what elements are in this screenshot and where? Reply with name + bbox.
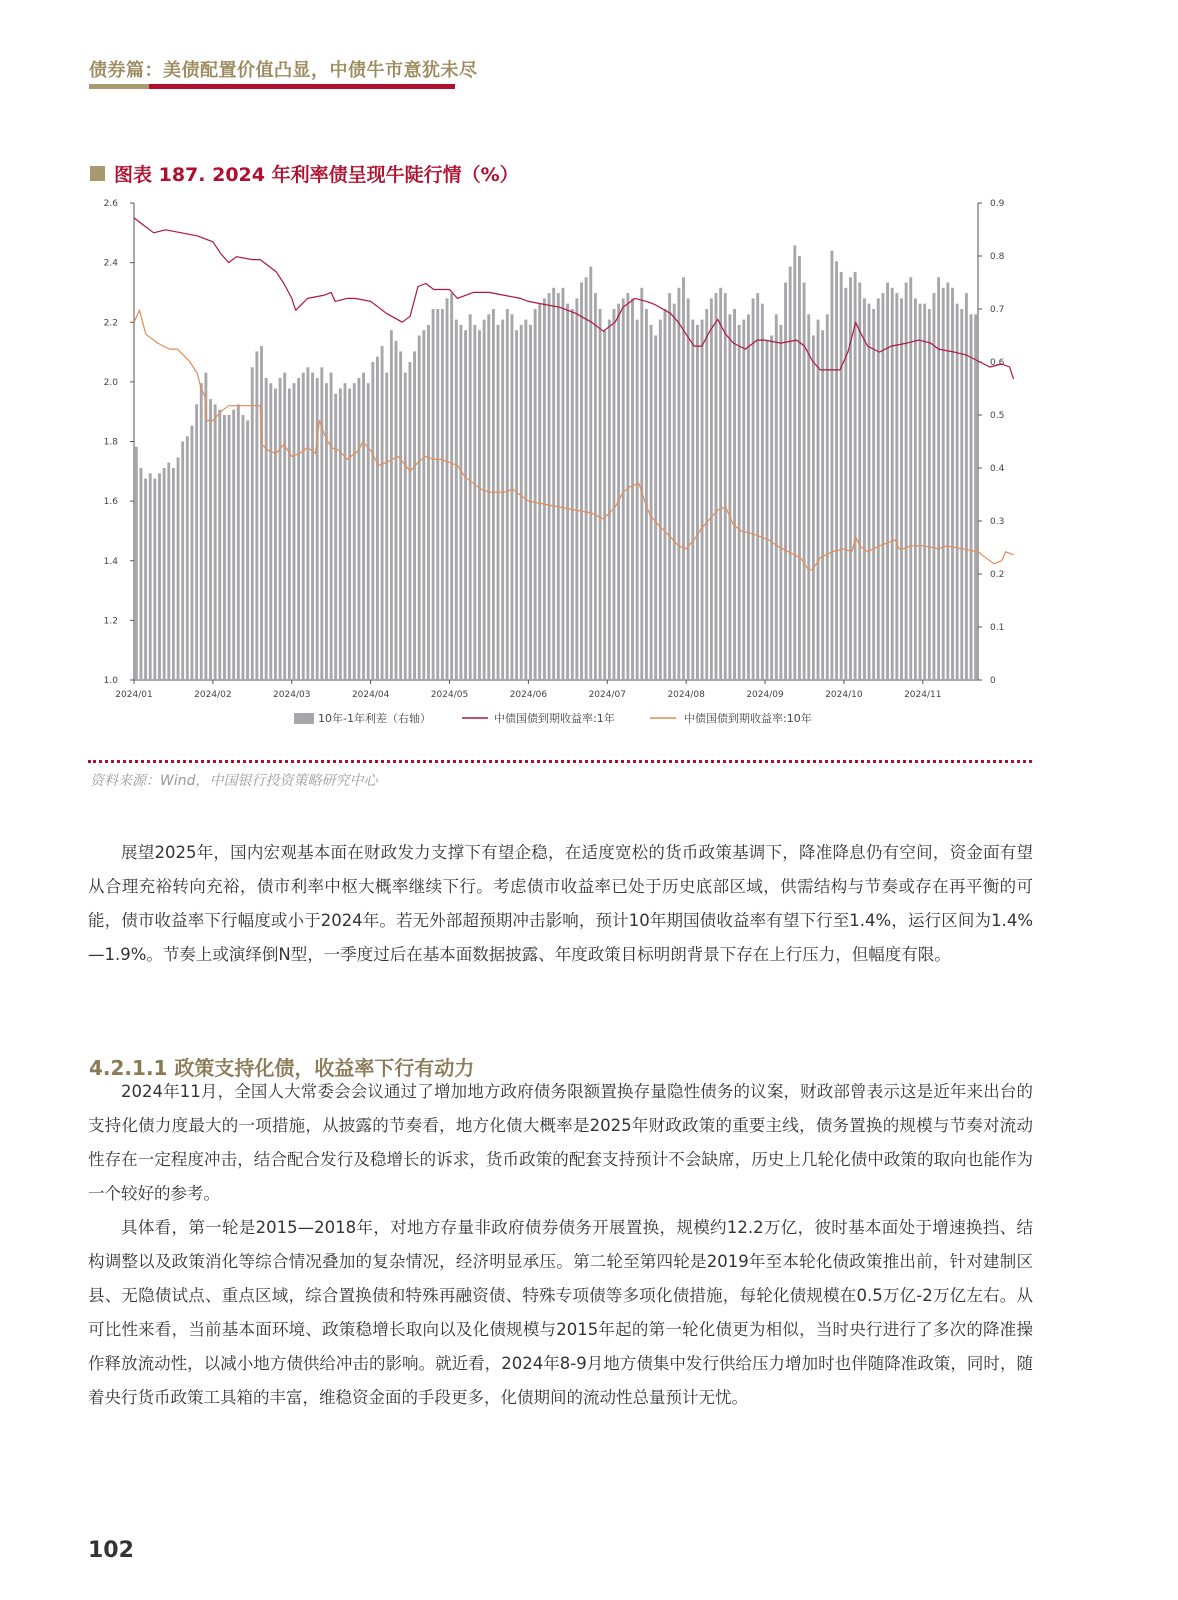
spread-bar: [246, 420, 249, 680]
spread-bar: [710, 298, 713, 680]
right-tick-label: 0.4: [990, 464, 1005, 474]
spread-bar: [353, 383, 356, 680]
spread-bar: [803, 283, 806, 681]
spread-bar: [344, 383, 347, 680]
x-tick-label: 2024/03: [273, 690, 311, 700]
page-number: 102: [88, 1538, 134, 1563]
spread-bar: [701, 320, 704, 680]
right-tick-label: 0.3: [990, 517, 1005, 527]
spread-bar: [905, 283, 908, 681]
spread-bar: [640, 288, 643, 680]
spread-bar: [172, 468, 175, 680]
spread-bar: [381, 346, 384, 680]
spread-bar: [534, 309, 537, 680]
spread-bar: [228, 415, 231, 680]
right-tick-label: 0.9: [990, 199, 1005, 209]
spread-bar: [594, 293, 597, 680]
spread-bar: [645, 309, 648, 680]
spread-bar: [974, 314, 977, 680]
right-tick-label: 0.2: [990, 570, 1005, 580]
legend-swatch-spread: [294, 713, 314, 724]
figure-title-text: 图表 187. 2024 年利率债呈现牛陡行情（%）: [114, 164, 519, 186]
spread-bar: [937, 277, 940, 680]
spread-bar: [191, 426, 194, 680]
spread-bar: [617, 304, 620, 680]
spread-bar: [942, 288, 945, 680]
section-heading: 4.2.1.1 政策支持化债，收益率下行有动力: [89, 1056, 475, 1080]
spread-bar: [464, 330, 467, 680]
spread-bar: [177, 457, 180, 680]
spread-bar: [826, 314, 829, 680]
spread-bar: [144, 479, 147, 680]
spread-bar: [195, 404, 198, 680]
spread-bar: [316, 378, 319, 680]
spread-bar: [255, 351, 258, 680]
x-tick-label: 2024/02: [194, 690, 232, 700]
header-rule-gold: [89, 84, 149, 89]
spread-bar: [668, 293, 671, 680]
spread-bar: [858, 283, 861, 681]
body-paragraph-2: 2024年11月，全国人大常委会会议通过了增加地方政府债务限额置换存量隐性债务的议案，财政部曾表示这是近年来出台的支持化债力度最大的一项措施，从披露的节奏看，地方化债大概率是2025年财政政策的重要主线，债务置换的规模与节奏对流动性存在一定程度冲击，结合配合发行及稳增长的诉求，货币政策的配套支持预计不会缺席，历史上几轮化债中政策的取向也能作为一个较好的参考。: [88, 1082, 1033, 1203]
spread-bar: [469, 314, 472, 680]
spread-bar: [441, 309, 444, 680]
spread-bar: [269, 383, 272, 680]
spread-bar: [691, 320, 694, 680]
spread-bar: [311, 373, 314, 680]
x-tick-label: 2024/01: [115, 690, 153, 700]
spread-bar: [432, 309, 435, 680]
left-tick-label: 2.0: [103, 377, 118, 388]
spread-bar: [733, 309, 736, 680]
spread-bar: [163, 468, 166, 680]
spread-bar: [422, 330, 425, 680]
spread-bar: [677, 288, 680, 680]
spread-bar: [511, 314, 514, 680]
spread-bar: [775, 314, 778, 680]
left-tick-label: 1.2: [103, 616, 118, 627]
spread-bar: [738, 325, 741, 680]
spread-bar: [840, 272, 843, 680]
spread-bar: [492, 309, 495, 680]
spread-bar: [487, 314, 490, 680]
spread-bar: [626, 293, 629, 680]
spread-bar: [742, 320, 745, 680]
spread-bar: [362, 373, 365, 680]
spread-bar: [251, 367, 254, 680]
spread-bar: [566, 304, 569, 680]
spread-bar: [149, 473, 152, 680]
spread-bar: [459, 325, 462, 680]
spread-bar: [895, 293, 898, 680]
spread-bar: [334, 394, 337, 680]
x-tick-label: 2024/06: [509, 690, 548, 700]
body-paragraph-3: 具体看，第一轮是2015—2018年，对地方存量非政府债券债务开展置换，规模约12.2万亿，彼时基本面处于增速换挡、结构调整以及政策消化等综合情况叠加的复杂情况，经济明显承压。第二轮至第四轮是2019年至本轮化债政策推出前，针对建制区县、无隐债试点、重点区域，综合置换债和特殊再融资债、特殊专项债等多项化债措施，每轮化债规模在0.5万亿-2万亿左右。从可比性来看，当前基本面环境、政策稳增长取向以及化债规模与2015年起的第一轮化债更为相似，当时央行进行了多次的降准操作释放流动性，以减小地方债供给冲击的影响。就近看，2024年8-9月地方债集中发行供给压力增加时也伴随降准政策，同时，随着央行货币政策工具箱的丰富，维稳资金面的手段更多，化债期间的流动性总量预计无忧。: [88, 1218, 1033, 1407]
spread-bar: [946, 283, 949, 681]
spread-bar: [232, 410, 235, 680]
spread-bar: [719, 288, 722, 680]
right-tick-label: 0.8: [990, 252, 1005, 262]
spread-bar: [260, 346, 263, 680]
spread-bar: [506, 309, 509, 680]
spread-bar: [919, 304, 922, 680]
spread-bar: [348, 389, 351, 681]
spread-bar: [705, 309, 708, 680]
spread-bar: [501, 320, 504, 680]
spread-bar: [756, 293, 759, 680]
spread-bar: [357, 378, 360, 680]
spread-bar: [603, 330, 606, 680]
spread-bar: [613, 309, 616, 680]
spread-bar: [371, 362, 374, 680]
spread-bar: [473, 325, 476, 680]
figure-title: [90, 160, 519, 187]
right-tick-label: 0.6: [990, 358, 1005, 368]
legend-label-spread: 10年-1年利差（右轴）: [318, 712, 431, 725]
spread-bar: [821, 330, 824, 680]
spread-bar: [293, 383, 296, 680]
spread-bar: [863, 298, 866, 680]
left-tick-label: 1.4: [103, 556, 118, 567]
spread-bar: [636, 320, 639, 680]
spread-bar: [214, 404, 217, 680]
spread-bar: [237, 404, 240, 680]
spread-bar: [928, 309, 931, 680]
x-tick-label: 2024/09: [746, 690, 784, 700]
spread-bar: [673, 304, 676, 680]
spread-bar: [687, 298, 690, 680]
spread-bar: [515, 330, 518, 680]
spread-bar: [520, 325, 523, 680]
spread-bar: [455, 320, 458, 680]
spread-bar: [223, 415, 226, 680]
spread-bar: [877, 298, 880, 680]
spread-bar: [779, 325, 782, 680]
spread-bar: [167, 463, 170, 680]
spread-bar: [933, 293, 936, 680]
spread-bar: [265, 378, 268, 680]
left-tick-label: 1.0: [103, 676, 118, 686]
spread-bar: [798, 256, 801, 680]
spread-bar: [631, 298, 634, 680]
spread-bar: [589, 267, 592, 680]
figure-source: 资料来源：Wind，中国银行投资策略研究中心: [90, 773, 378, 789]
spread-bar: [408, 362, 411, 680]
spread-bar: [562, 288, 565, 680]
spread-bar: [548, 293, 551, 680]
spread-bar: [418, 336, 421, 681]
spread-bar: [135, 447, 138, 680]
spread-bar: [538, 304, 541, 680]
body-paragraph-1: 展望2025年，国内宏观基本面在财政发力支撑下有望企稳，在适度宽松的货币政策基调下，降准降息仍有空间，资金面有望从合理充裕转向充裕，债市利率中枢大概率继续下行。考虑债市收益率已处于历史底部区域，供需结构与节奏或存在再平衡的可能，债市收益率下行幅度或小于2024年。若无外部超预期冲击影响，预计10年期国债收益率有望下行至1.4%，运行区间为1.4%—1.9%。节奏上或演绎倒N型，一季度过后在基本面数据披露、年度政策目标明朗背景下存在上行压力，但幅度有限。: [88, 843, 1033, 964]
spread-bar: [575, 298, 578, 680]
spread-bar: [724, 293, 727, 680]
spread-bar: [761, 304, 764, 680]
spread-bar: [923, 304, 926, 680]
spread-bar: [288, 389, 291, 681]
spread-bar: [320, 367, 323, 680]
x-tick-label: 2024/08: [667, 690, 705, 700]
left-tick-label: 1.6: [103, 497, 118, 508]
spread-bar: [427, 325, 430, 680]
spread-bar: [696, 325, 699, 680]
spread-bar: [543, 298, 546, 680]
spread-bar: [965, 293, 968, 680]
yield-chart: [88, 195, 1028, 740]
spread-bar: [571, 309, 574, 680]
spread-bar: [557, 293, 560, 680]
spread-bar: [622, 298, 625, 680]
right-tick-label: 0.1: [990, 623, 1005, 633]
legend-label-10y: 中债国债到期收益率:10年: [684, 712, 812, 725]
spread-bar: [868, 304, 871, 680]
header-title: 债券篇：美债配置价值凸显，中债牛市意犹未尽: [89, 60, 478, 81]
spread-bar: [186, 436, 189, 680]
spread-bar: [140, 468, 143, 680]
spread-bar: [789, 267, 792, 680]
spread-bar: [817, 320, 820, 680]
header-rule-red: [149, 84, 455, 89]
spread-bar: [529, 325, 532, 680]
spread-bar: [436, 309, 439, 680]
spread-bar: [478, 330, 481, 680]
spread-bar: [218, 410, 221, 680]
spread-bar: [909, 277, 912, 680]
spread-bar: [872, 309, 875, 680]
spread-bar: [297, 378, 300, 680]
left-tick-label: 2.4: [103, 258, 118, 269]
spread-bar: [960, 309, 963, 680]
spread-bar: [209, 399, 212, 680]
figure-title-marker: [90, 166, 105, 181]
spread-bar: [807, 314, 810, 680]
spread-bar: [497, 325, 500, 680]
x-tick-label: 2024/04: [351, 690, 390, 700]
spread-bar: [399, 351, 402, 680]
spread-bar: [659, 320, 662, 680]
spread-bar: [200, 383, 203, 680]
spread-bar: [599, 309, 602, 680]
spread-bar: [367, 383, 370, 680]
spread-bar: [158, 473, 161, 680]
left-tick-label: 2.6: [103, 199, 118, 209]
right-tick-label: 0.7: [990, 305, 1005, 315]
spread-bar: [395, 341, 398, 680]
spread-bar: [580, 283, 583, 681]
spread-bar: [844, 288, 847, 680]
legend-label-1y: 中债国债到期收益率:1年: [494, 712, 615, 725]
spread-bar: [302, 373, 305, 680]
spread-bar: [886, 283, 889, 681]
spread-bar: [446, 298, 449, 680]
spread-bar: [283, 373, 286, 680]
spread-bar: [956, 304, 959, 680]
spread-bar: [664, 309, 667, 680]
spread-bar: [608, 320, 611, 680]
spread-bar: [650, 325, 653, 680]
spread-bar: [552, 288, 555, 680]
spread-bar: [153, 479, 156, 680]
spread-bar: [330, 373, 333, 680]
spread-bar: [835, 261, 838, 680]
spread-bar: [306, 367, 309, 680]
spread-bar: [404, 373, 407, 680]
spread-bar: [770, 336, 773, 681]
right-tick-label: 0: [990, 676, 996, 686]
spread-bar: [339, 389, 342, 681]
spread-bar: [715, 293, 718, 680]
spread-bar: [830, 251, 833, 680]
spread-bar: [752, 298, 755, 680]
spread-bar: [181, 442, 184, 681]
spread-bar: [585, 277, 588, 680]
spread-bar: [854, 272, 857, 680]
chart-separator: [88, 760, 1032, 763]
left-tick-label: 1.8: [103, 437, 118, 448]
spread-bar: [766, 341, 769, 680]
spread-bar: [274, 389, 277, 681]
spread-bar: [413, 351, 416, 680]
spread-bar: [242, 415, 245, 680]
spread-bar: [793, 245, 796, 680]
spread-bar: [483, 320, 486, 680]
spread-bar: [900, 298, 903, 680]
spread-bar: [970, 314, 973, 680]
spread-bar: [376, 357, 379, 680]
spread-bar: [390, 330, 393, 680]
spread-bar: [812, 336, 815, 681]
spread-bar: [279, 378, 282, 680]
spread-bar: [728, 314, 731, 680]
spread-bar: [450, 293, 453, 680]
spread-bar: [325, 383, 328, 680]
spread-bar: [385, 373, 388, 680]
spread-bar: [951, 288, 954, 680]
x-tick-label: 2024/10: [825, 690, 863, 700]
x-tick-label: 2024/11: [904, 690, 942, 700]
x-tick-label: 2024/07: [588, 690, 626, 700]
x-tick-label: 2024/05: [430, 690, 469, 700]
spread-bar: [654, 336, 657, 681]
spread-bar: [914, 298, 917, 680]
right-tick-label: 0.5: [990, 411, 1005, 421]
spread-bar: [682, 277, 685, 680]
spread-bar: [747, 314, 750, 680]
left-tick-label: 2.2: [103, 318, 118, 329]
